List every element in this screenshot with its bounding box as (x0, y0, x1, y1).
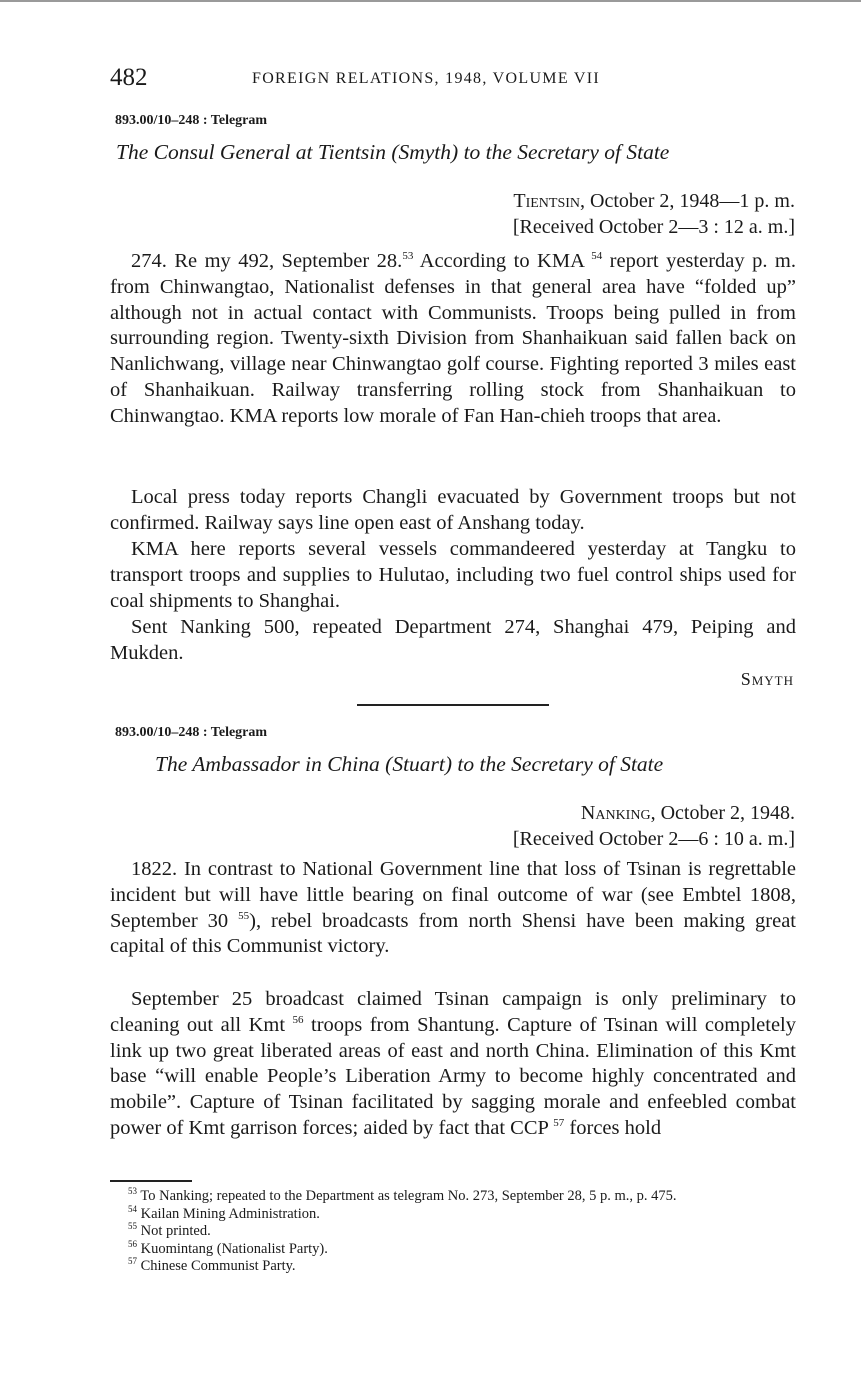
footnote-ref-57: 57 (553, 1117, 565, 1130)
doc1-title: The Consul General at Tientsin (Smyth) to the Secretary of State (116, 140, 670, 164)
doc2-received-line: [Received October 2—6 : 10 a. m.] (512, 828, 795, 850)
doc1-date-place: Tientsin (513, 190, 581, 212)
doc1-date-line (513, 188, 795, 214)
doc2-date-rest: , October 2, 1948. (650, 802, 795, 824)
footnote-ref-56: 56 (292, 1013, 304, 1026)
doc1-signature: Smyth (740, 669, 794, 689)
footnote-56: $^{56}$ Kuomintang (Nationalist Party). (128, 1238, 328, 1257)
footnote-number: 55 (128, 1221, 137, 1232)
doc1-paragraph-2: Local press today reports Changli evacuated by Government troops but not confirmed. Railway says line open east of Anshang today. (110, 486, 796, 534)
doc1-paragraph-1: 274. Re my 492, September 28.53 According to KMA $^{54}$ report yesterday p. m. from Chinwangtao, Nationalist defenses in that general area have “folded up” although not in actual contact with Communists. Troops being pulled in from surrounding region. Twenty-sixth Division from Shanhaikuan said fallen back on Nanlichwang, village near Chinwangtao golf course. Fighting reported 3 miles east of Shanhaikuan. Railway transferring rolling stock from Shanhaikuan to Chinwangtao. KMA reports low morale of Fan Han-chieh troops that area. (110, 250, 796, 427)
doc2-dateline (513, 800, 795, 852)
footnote-number: 57 (128, 1256, 137, 1267)
footnote-57: $^{57}$ Chinese Communist Party. (128, 1256, 296, 1274)
doc1-file-reference: 893.00/10–248 : Telegram (115, 113, 268, 128)
page-number: 482 (110, 64, 148, 91)
doc2-paragraph-2: September 25 broadcast claimed Tsinan campaign is only preliminary to cleaning out all Kmt $^{56}$ troops from Shantung. Capture of Tsinan will completely link up two great liberated areas of east and north China. Elimination of this Kmt base “will enable People’s Liberation Army to become highly concentrated and mobile”. Capture of Tsinan facilitated by sagging morale and enfeebled combat power of Kmt garrison forces; aided by fact that CCP $^{57}$ forces hold (110, 988, 796, 1139)
doc1-paragraph-4: Sent Nanking 500, repeated Department 274, Shanghai 479, Peiping and Mukden. (110, 616, 796, 664)
top-border-rule (0, 0, 861, 2)
footnote-ref-53: 53 (402, 250, 414, 263)
footnotes (110, 1188, 796, 1276)
footnote-ref-54: 54 (591, 250, 603, 263)
doc2-file-reference: 893.00/10–248 : Telegram (115, 725, 268, 740)
section-divider (357, 704, 549, 706)
footnote-53: $^{53}$ To Nanking; repeated to the Department as telegram No. 273, September 28, 5 p. m., p. 475. (128, 1186, 677, 1204)
footnote-54: $^{54}$ Kailan Mining Administration. (128, 1203, 320, 1222)
footnote-55: $^{55}$ Not printed. (128, 1221, 211, 1239)
doc2-title: The Ambassador in China (Stuart) to the Secretary of State (155, 752, 664, 776)
footnote-rule (110, 1180, 192, 1182)
footnote-number: 56 (128, 1238, 137, 1249)
running-title: FOREIGN RELATIONS, 1948, VOLUME VII (252, 70, 601, 87)
doc2-date-place: Nanking (580, 802, 651, 824)
page-header (110, 64, 800, 98)
doc1-date-rest: , October 2, 1948—1 p. m. (580, 190, 795, 212)
doc2-date-line (513, 800, 795, 826)
footnote-ref-55: 55 (238, 909, 250, 922)
footnote-number: 54 (128, 1203, 137, 1214)
doc1-paragraph-3: KMA here reports several vessels commandeered yesterday at Tangku to transport troops and supplies to Hulutao, including two fuel control ships used for coal shipments to Shanghai. (110, 538, 796, 612)
footnote-number: 53 (128, 1186, 137, 1197)
doc1-received-line: [Received October 2—3 : 12 a. m.] (512, 216, 795, 238)
doc2-paragraph-1: 1822. In contrast to National Government line that loss of Tsinan is regrettable incident but will have little bearing on final outcome of war (see Embtel 1808, September 30 $^{55}$), rebel broadcasts from north Shensi have been making great capital of this Communist victory. (110, 858, 796, 958)
doc1-dateline (513, 188, 795, 240)
